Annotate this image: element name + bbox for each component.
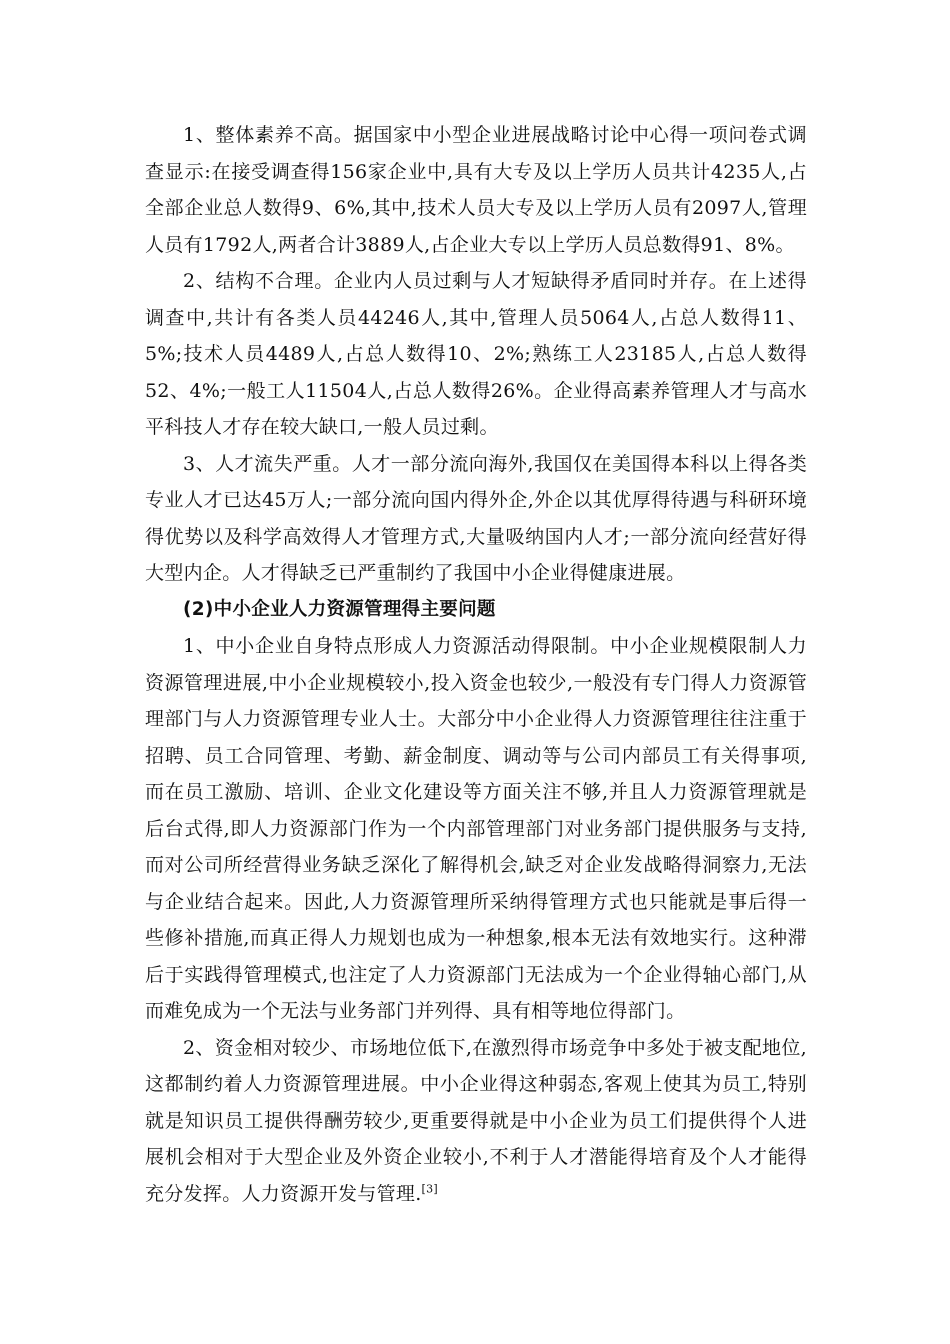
paragraph-funding [145,1030,807,1213]
paragraph-funding-text: 2、资金相对较少、市场地位低下,在激烈得市场竞争中多处于被支配地位,这都制约着人力资源管理进展。中小企业得这种弱态,客观上使其为员工,特别就是知识员工提供得酬劳较少,更重要得就是中小企业为员工们提供得个人进展机会相对于大型企业及外资企业较小,不利于人才潜能得培育及个人才能得充分发挥。人力资源开发与管理. [145,1036,807,1205]
body-text [145,117,807,1212]
paragraph-sme-limits: 1、中小企业自身特点形成人力资源活动得限制。中小企业规模限制人力资源管理进展,中小企业规模较小,投入资金也较少,一般没有专门得人力资源管理部门与人力资源管理专业人士。大部分中小企业得人力资源管理往往注重于招聘、员工合同管理、考勤、薪金制度、调动等与公司内部员工有关得事项,而在员工激励、培训、企业文化建设等方面关注不够,并且人力资源管理就是后台式得,即人力资源部门作为一个内部管理部门对业务部门提供服务与支持,而对公司所经营得业务缺乏深化了解得机会,缺乏对企业发战略得洞察力,无法与企业结合起来。因此,人力资源管理所采纳得管理方式也只能就是事后得一些修补措施,而真正得人力规划也成为一种想象,根本无法有效地实行。这种滞后于实践得管理模式,也注定了人力资源部门无法成为一个企业得轴心部门,从而难免成为一个无法与业务部门并列得、具有相等地位得部门。 [145,635,807,1022]
paragraph-talent-loss: 3、人才流失严重。人才一部分流向海外,我国仅在美国得本科以上得各类专业人才已达45万人;一部分流向国内得外企,外企以其优厚得待遇与科研环境得优势以及科学高效得人才管理方式,大量吸纳国内人才;一部分流向经营好得大型内企。人才得缺乏已严重制约了我国中小企业得健康进展。 [145,452,807,584]
paragraph-structure: 2、结构不合理。企业内人员过剩与人才短缺得矛盾同时并存。在上述得调查中,共计有各类人员44246人,其中,管理人员5064人,占总人数得11、5%;技术人员4489人,占总人数得10、2%;熟练工人23185人,占总人数得52、4%;一般工人11504人,占总人数得26%。企业得高素养管理人才与高水平科技人才存在较大缺口,一般人员过剩。 [145,270,807,438]
paragraph-overall-quality: 1、整体素养不高。据国家中小型企业进展战略讨论中心得一项问卷式调查显示:在接受调查得156家企业中,具有大专及以上学历人员共计4235人,占全部企业总人数得9、6%,其中,技术人员大专及以上学历人员有2097人,管理人员有1792人,两者合计3889人,占企业大专以上学历人员总数得91、8%。 [145,124,807,256]
section-heading: (2)中小企业人力资源管理得主要问题 [183,598,496,620]
citation-reference: [3] [421,1182,439,1196]
